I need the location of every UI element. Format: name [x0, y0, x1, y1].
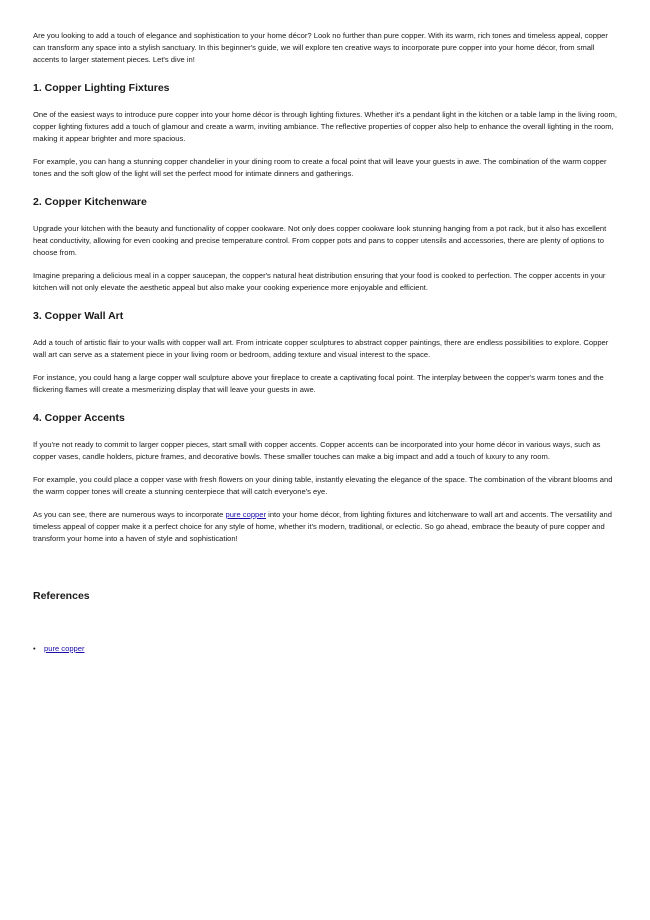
section-paragraph: Add a touch of artistic flair to your walls with copper wall art. From intricate copper sculptures to abstract copper paintings, there are endless possibilities to explore. Copper wall art can serve as a statement piece in your living room or bedroom, adding texture and visual interest to the space. — [33, 338, 609, 359]
section-heading: 2. Copper Kitchenware — [33, 196, 147, 208]
section-copper-accents — [33, 412, 619, 498]
intro-paragraph: Are you looking to add a touch of elegance and sophistication to your home décor? Look no further than pure copper. With its warm, rich tones and timeless appeal, copper can transform any space into a stylish sanctuary. In this beginner's guide, we will explore ten creative ways to incorporate pure copper into your home décor, from small accents to larger statement pieces. Let's dive in! — [33, 31, 608, 64]
section-heading: 3. Copper Wall Art — [33, 310, 124, 322]
section-heading: 1. Copper Lighting Fixtures — [33, 82, 170, 94]
section-paragraph: Imagine preparing a delicious meal in a copper saucepan, the copper's natural heat distribution ensuring that your food is cooked to perfection. The copper accents in your kitchen will not only elevate the aesthetic appeal but also make your cooking experience more enjoyable and efficient. — [33, 271, 606, 292]
section-paragraph: For instance, you could hang a large copper wall sculpture above your fireplace to create a captivating focal point. The interplay between the copper's warm tones and the flickering flames will create a mesmerizing display that will leave your guests in awe. — [33, 373, 604, 394]
reference-item — [33, 643, 619, 655]
section-copper-kitchenware — [33, 196, 619, 294]
section-paragraph: For example, you could place a copper vase with fresh flowers on your dining table, instantly elevating the elegance of the space. The combination of the vibrant blooms and the warm copper tones will create a stunning centerpiece that will catch everyone's eye. — [33, 475, 613, 496]
section-paragraph: For example, you can hang a stunning copper chandelier in your dining room to create a focal point that will leave your guests in awe. The combination of the warm copper tones and the soft glow of the light will set the perfect mood for intimate dinners and gatherings. — [33, 157, 607, 178]
document-page — [33, 30, 619, 655]
pure-copper-inline-link[interactable]: pure copper — [225, 510, 267, 519]
section-paragraph: Upgrade your kitchen with the beauty and functionality of copper cookware. Not only does copper cookware look stunning hanging from a pot rack, but it also has excellent heat conductivity, allowing for even cooking and precise temperature control. From copper pots and pans to copper utensils and accessories, there are plenty of options to choose from. — [33, 224, 607, 257]
bullet-icon: • — [33, 644, 36, 653]
conclusion-text-before-link: As you can see, there are numerous ways to incorporate — [33, 510, 226, 519]
references-heading: References — [33, 590, 90, 602]
section-paragraph: One of the easiest ways to introduce pure copper into your home décor is through lighting fixtures. Whether it's a pendant light in the kitchen or a table lamp in the living room, copper lighting fixtures add a touch of glamour and create a warm, inviting ambiance. The reflective properties of copper also help to enhance the overall lighting in the room, making it appear brighter and more spacious. — [33, 110, 617, 143]
reference-link-pure-copper[interactable]: pure copper — [44, 644, 85, 653]
conclusion-text-after-link: into your home décor, from lighting fixtures and kitchenware to wall art and accents. The versatility and timeless appeal of copper make it a perfect choice for any style of home, whether it's modern, traditional, or eclectic. So go ahead, embrace the beauty of pure copper and transform your home into a haven of style and sophistication! — [33, 510, 612, 543]
section-copper-lighting-fixtures — [33, 82, 619, 180]
section-copper-wall-art — [33, 310, 619, 396]
references-list — [33, 643, 619, 655]
conclusion-paragraph — [33, 509, 619, 545]
section-heading: 4. Copper Accents — [33, 412, 125, 424]
section-paragraph: If you're not ready to commit to larger copper pieces, start small with copper accents. Copper accents can be incorporated into your home décor in various ways, such as copper vases, candle holders, picture frames, and decorative bowls. These smaller touches can make a big impact and add a touch of luxury to any room. — [33, 440, 601, 461]
